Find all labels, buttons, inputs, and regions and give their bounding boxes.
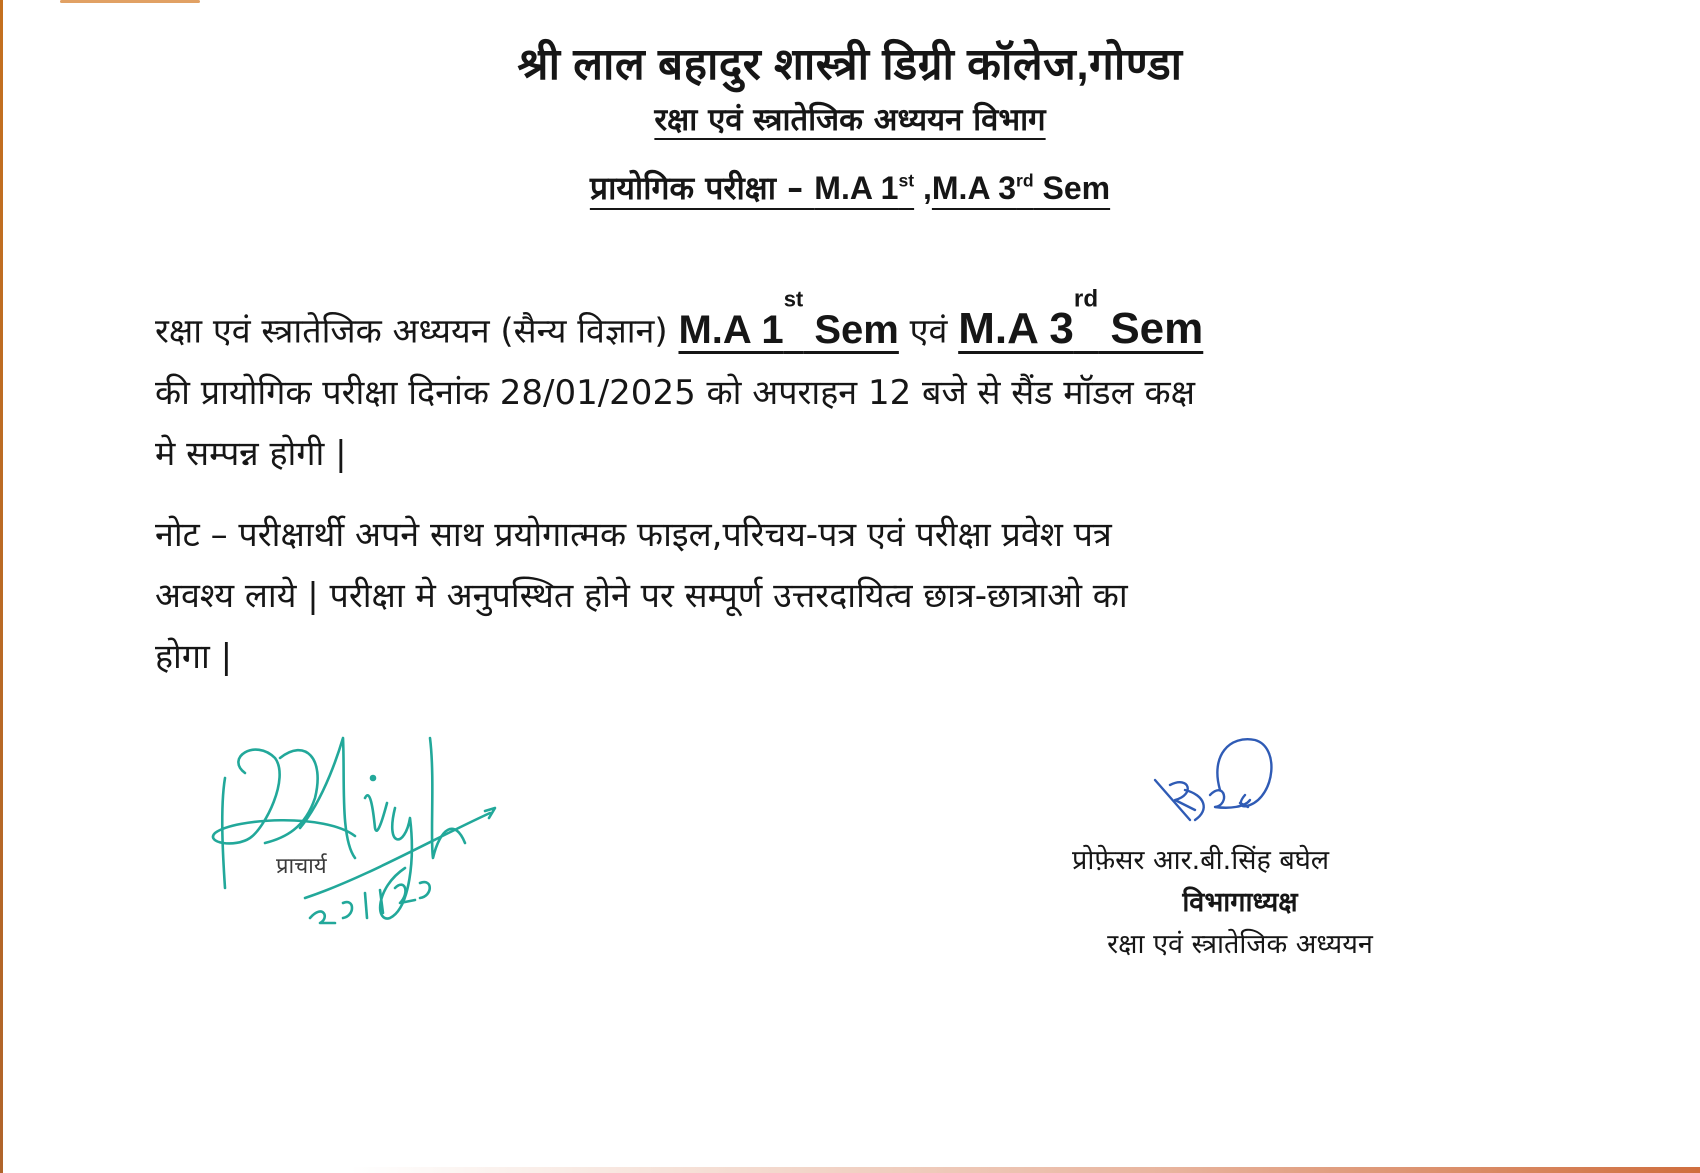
department-title: [0, 98, 1700, 140]
notice-line-1-text: रक्षा एवं स्त्रातेजिक अध्ययन (सैन्य विज्ञान): [155, 311, 679, 352]
hod-signature: [1150, 735, 1290, 830]
exam-title-ma3-sup: rd: [1016, 170, 1034, 191]
paper-edge: [60, 0, 200, 3]
notice-ma3-suffix: Sem: [1098, 303, 1204, 353]
exam-title-ma3-suffix: Sem: [1033, 170, 1111, 206]
notice-ma1-sup: st: [783, 286, 804, 311]
notice-paragraph: [155, 268, 1465, 485]
notice-ma3-sup: rd: [1073, 285, 1099, 312]
notice-ma3-text: M.A 3: [958, 303, 1074, 353]
notice-conjunction: एवं: [898, 311, 959, 352]
exam-title-prefix-text: प्रायोगिक परीक्षा –: [589, 169, 815, 207]
exam-title-ma1: [814, 170, 914, 206]
notice-line-1: [155, 268, 1465, 363]
notice-line-2: की प्रायोगिक परीक्षा दिनांक 28/01/2025 को अपराहन 12 बजे से सैंड मॉडल कक्ष: [155, 372, 1195, 413]
exam-title-prefix: [590, 169, 914, 207]
hod-role: विभागाध्यक्ष: [1182, 887, 1298, 918]
exam-title-ma1-text: M.A 1: [814, 170, 899, 206]
department-title-text: रक्षा एवं स्त्रातेजिक अध्ययन विभाग: [654, 102, 1046, 138]
hod-department: रक्षा एवं स्त्रातेजिक अध्ययन: [1107, 929, 1373, 960]
notice-ma1-suffix: Sem: [803, 307, 899, 352]
note-line-1: नोट – परीक्षार्थी अपने साथ प्रयोगात्मक फाइल,परिचय-पत्र एवं परीक्षा प्रवेश पत्र: [155, 515, 1112, 555]
notice-ma3-sem: [958, 285, 1204, 353]
exam-title-ma1-sup: st: [898, 170, 915, 191]
note-line-3: होगा |: [155, 637, 233, 677]
exam-title-separator: ,: [914, 170, 932, 206]
notice-ma1-sem: [678, 286, 899, 352]
exam-title: [0, 166, 1700, 209]
principal-signature: [205, 718, 550, 948]
note-line-2: अवश्य लाये | परीक्षा मे अनुपस्थित होने पर सम्पूर्ण उत्तरदायित्व छात्र-छात्राओ का: [155, 576, 1128, 616]
notice-ma1-text: M.A 1: [678, 307, 784, 352]
exam-title-ma3: [932, 170, 1110, 206]
notice-line-3: मे सम्पन्न होगी |: [155, 433, 347, 474]
exam-title-ma3-text: M.A 3: [931, 170, 1017, 206]
note-paragraph: [155, 505, 1465, 688]
paper-edge: [350, 1167, 1700, 1173]
hod-signature-block: [1060, 840, 1420, 966]
college-name: श्री लाल बहादुर शास्त्री डिग्री कॉलेज,गोण्डा: [517, 40, 1183, 89]
hod-name: प्रोफ़ेसर आर.बी.सिंह बघेल: [1072, 845, 1330, 876]
principal-label: प्राचार्य: [276, 854, 327, 879]
